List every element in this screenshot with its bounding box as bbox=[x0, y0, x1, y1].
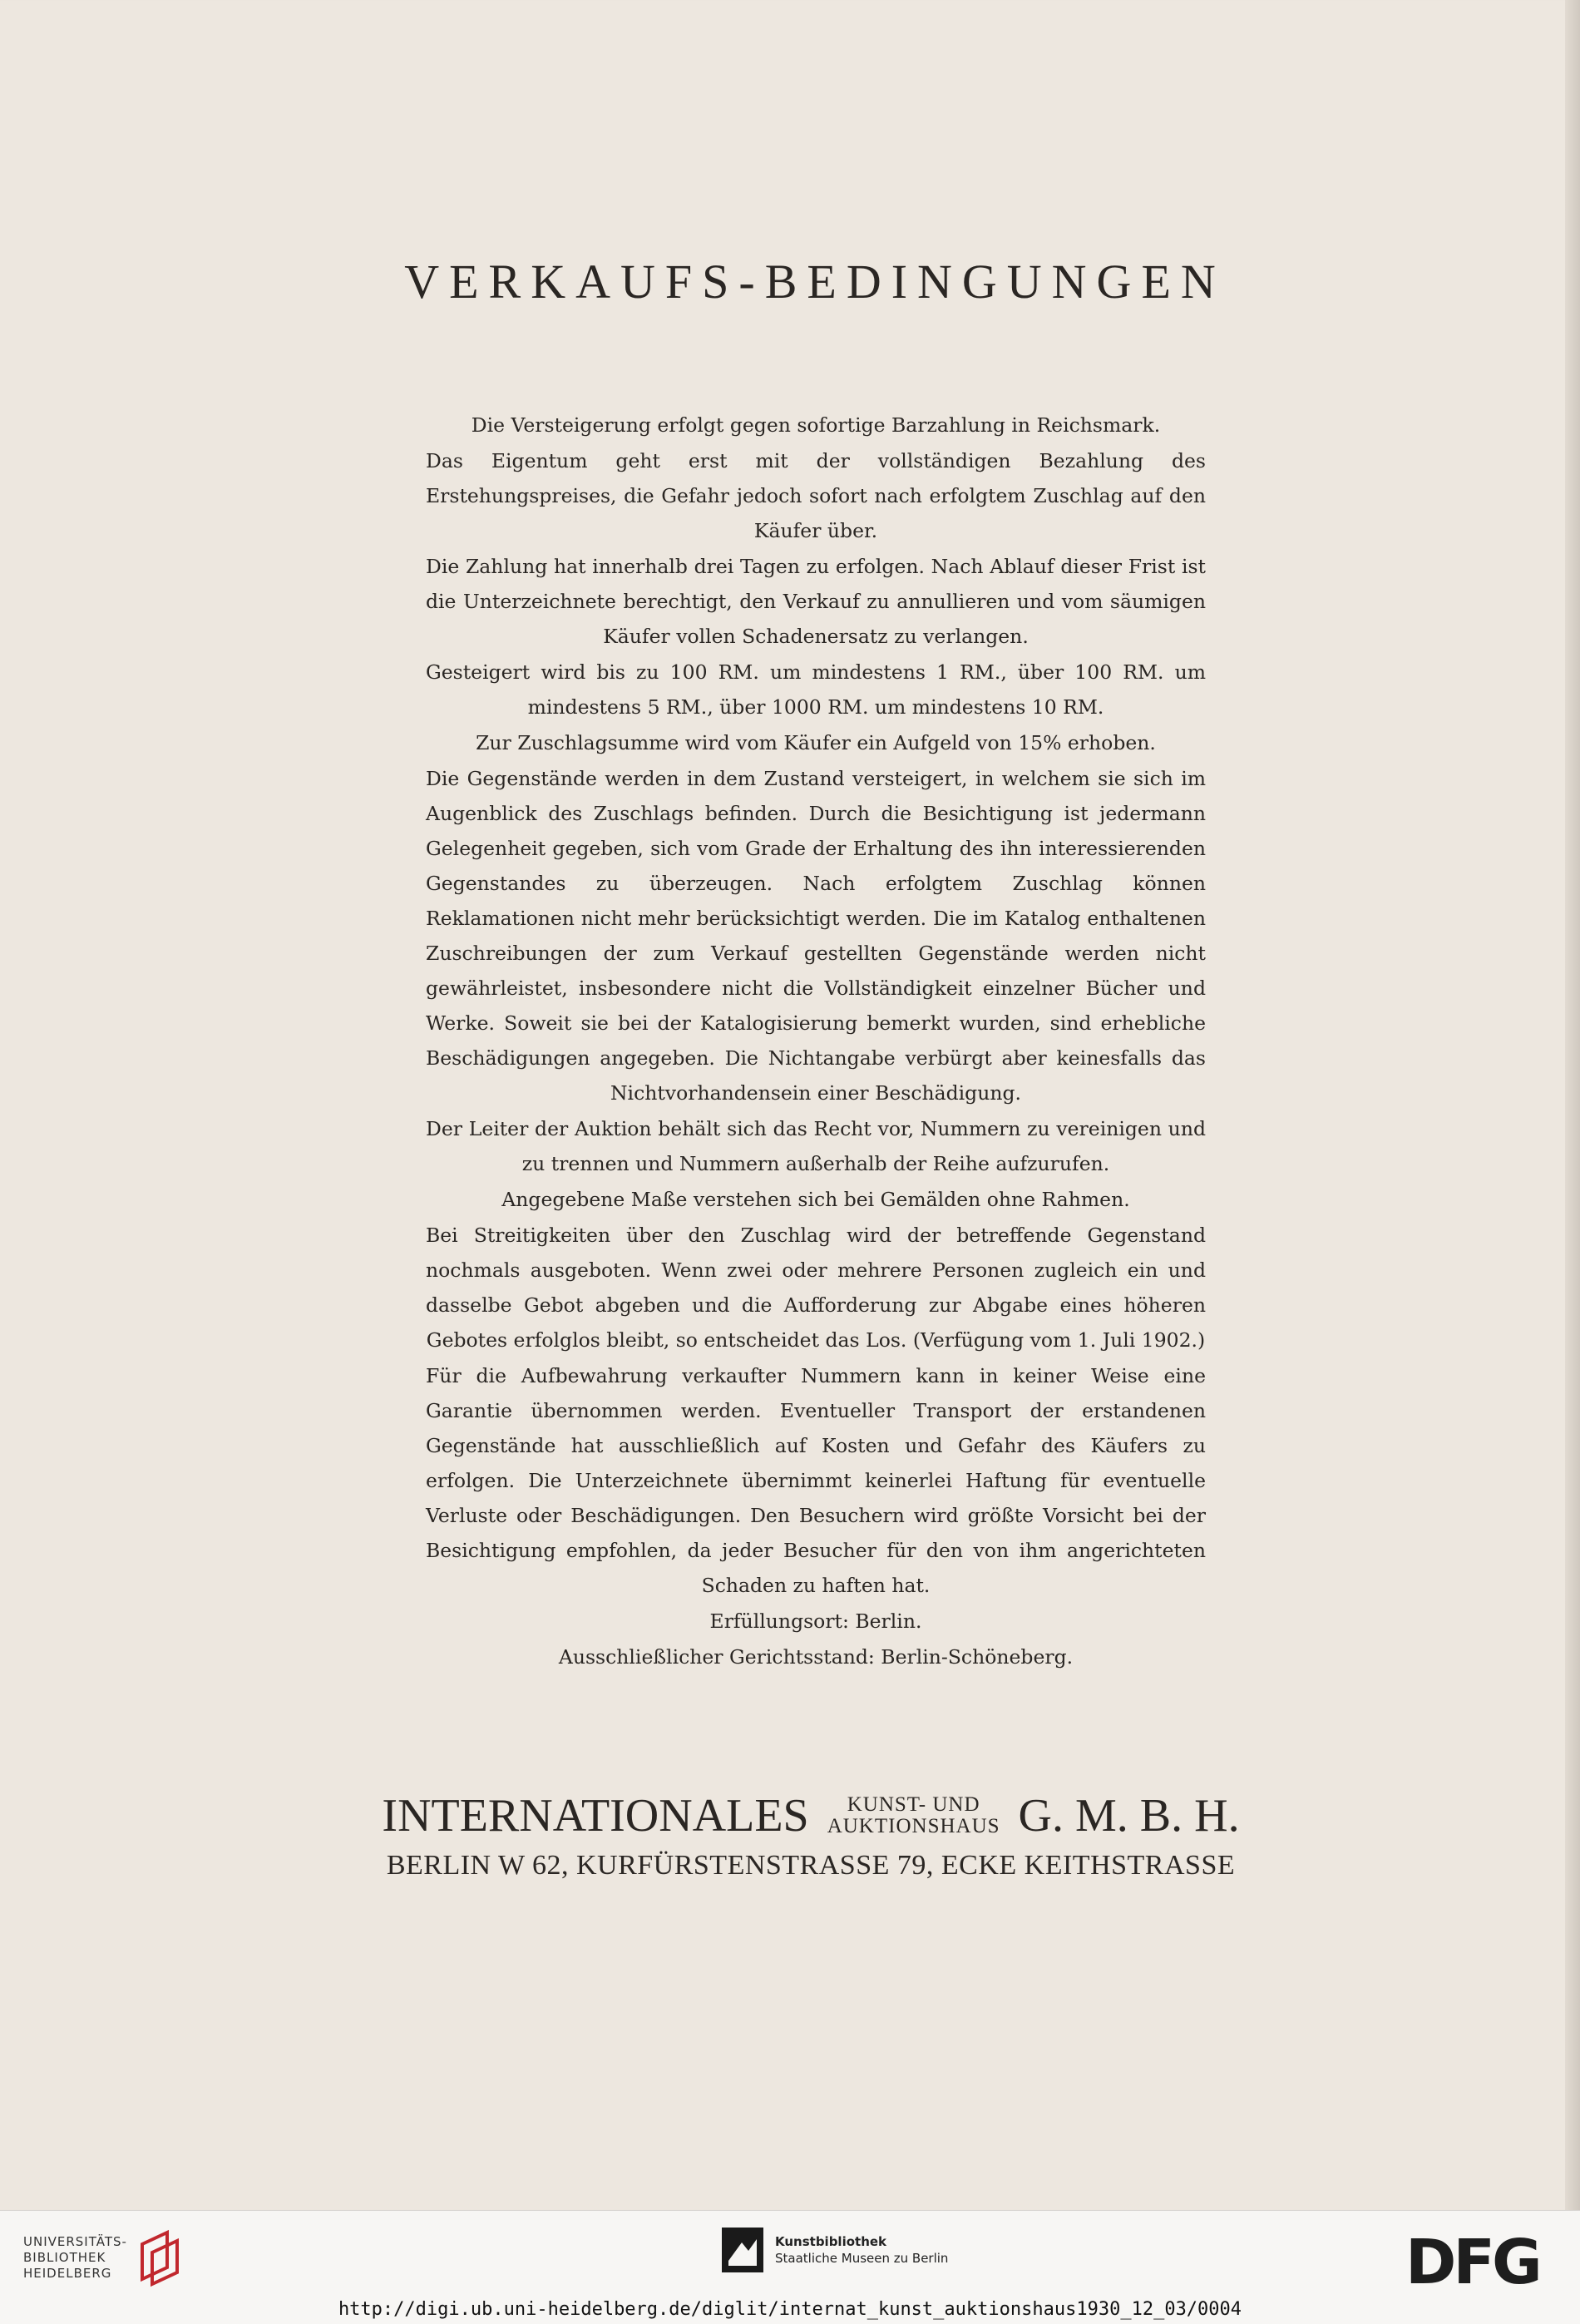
page-edge bbox=[1565, 0, 1580, 2210]
paragraph: Die Versteigerung erfolgt gegen sofortige Barzahlung in Reichsmark. bbox=[471, 413, 1161, 437]
uni-line-1: UNIVERSITÄTS- bbox=[23, 2233, 127, 2249]
paragraph: Ausschließlicher Gerichtsstand: Berlin-Schöneberg. bbox=[558, 1645, 1074, 1669]
paragraph: Bei Streitigkeiten über den Zuschlag wird der betreffende Gegenstand nochmals ausgeboten. Wenn zwei oder mehrere Personen zugleich ein und dasselbe Gebot abgeben und die Aufforderung zur Abgabe eines höheren Gebotes erfolglos bleibt, so entscheidet das Los. (Verfügung vom 1. Juli 1902.) bbox=[426, 1224, 1206, 1352]
kunstbibliothek-logo-icon bbox=[722, 2228, 763, 2272]
paragraph: Der Leiter der Auktion behält sich das Recht vor, Nummern zu vereinigen und zu trennen und Nummern außerhalb der Reihe aufzurufen. bbox=[426, 1117, 1206, 1175]
permalink-url[interactable]: http://digi.ub.uni-heidelberg.de/diglit/internat_kunst_auktionshaus1930_12_03/0004 bbox=[338, 2299, 1242, 2320]
company-name-stack bbox=[827, 1794, 1000, 1837]
uni-line-3: HEIDELBERG bbox=[23, 2265, 112, 2281]
company-name-right: G. M. B. H. bbox=[1018, 1790, 1240, 1842]
kunstbibliothek-logo[interactable] bbox=[722, 2228, 948, 2272]
company-name bbox=[0, 1788, 1580, 1843]
paragraph: Das Eigentum geht erst mit der vollständigen Bezahlung des Erstehungspreises, die Gefahr jedoch sofort nach erfolgtem Zuschlag auf den Käufer über. bbox=[426, 449, 1206, 542]
company-name-stack-bottom: AUKTIONSHAUS bbox=[827, 1815, 1000, 1837]
paragraph: Erfüllungsort: Berlin. bbox=[709, 1609, 922, 1633]
uni-heidelberg-logo-icon bbox=[136, 2228, 185, 2287]
paragraph: Die Gegenstände werden in dem Zustand versteigert, in welchem sie sich im Augenblick des Zuschlags befinden. Durch die Besichtigung ist jedermann Gelegenheit gegeben, sich vom Grade der Erhaltung des ihn interessierenden Gegenstandes zu überzeugen. Nach erfolgtem Zuschlag können Reklamationen nicht mehr berücksichtigt werden. Die im Katalog enthaltenen Zuschreibungen der zum Verkauf gestellten Gegenstände werden nicht gewährleistet, insbesondere nicht die Vollständigkeit einzelner Bücher und Werke. Soweit sie bei der Katalogisierung bemerkt wurden, sind erhebliche Beschädigungen angegeben. Die Nichtangabe verbürgt aber keinesfalls das Nichtvorhandensein einer Beschädigung. bbox=[426, 767, 1206, 1105]
document-title: VERKAUFS-BEDINGUNGEN bbox=[404, 255, 1226, 309]
paragraph: Für die Aufbewahrung verkaufter Nummern kann in keiner Weise eine Garantie übernommen werden. Eventueller Transport der erstandenen Gegenstände hat ausschließlich auf Kosten und Gefahr des Käufers zu erfolgen. Die Unterzeichnete übernimmt keinerlei Haftung für eventuelle Verluste oder Beschädigungen. Den Besuchern wird größte Vorsicht bei der Besichtigung empfohlen, da jeder Besucher für den von ihm angerichteten Schaden zu haften hat. bbox=[426, 1364, 1206, 1597]
uni-heidelberg-wordmark bbox=[23, 2234, 127, 2282]
paragraph: Zur Zuschlagsumme wird vom Käufer ein Aufgeld von 15% erhoben. bbox=[476, 731, 1156, 754]
company-imprint bbox=[0, 1788, 1580, 1881]
paragraph: Die Zahlung hat innerhalb drei Tagen zu erfolgen. Nach Ablauf dieser Frist ist die Unterzeichnete berechtigt, den Verkauf zu annullieren und vom säumigen Käufer vollen Schadenersatz zu verlangen. bbox=[426, 555, 1206, 648]
conditions-text bbox=[426, 408, 1206, 1675]
paragraph: Gesteigert wird bis zu 100 RM. um mindestens 1 RM., über 100 RM. um mindestens 5 RM., über 1000 RM. um mindestens 10 RM. bbox=[426, 660, 1206, 719]
kunstbibliothek-wordmark bbox=[775, 2233, 948, 2267]
company-address: BERLIN W 62, KURFÜRSTENSTRASSE 79, ECKE KEITHSTRASSE bbox=[386, 1850, 1236, 1881]
footer-bar bbox=[0, 2210, 1580, 2324]
kb-line-2: Staatliche Museen zu Berlin bbox=[775, 2251, 949, 2266]
paragraph: Angegebene Maße verstehen sich bei Gemälden ohne Rahmen. bbox=[501, 1188, 1130, 1211]
dfg-logo[interactable]: DFG bbox=[1405, 2227, 1539, 2298]
kb-line-1: Kunstbibliothek bbox=[775, 2234, 887, 2249]
company-name-stack-top: KUNST- UND bbox=[847, 1793, 980, 1816]
uni-line-2: BIBLIOTHEK bbox=[23, 2249, 106, 2265]
uni-heidelberg-logo[interactable] bbox=[23, 2228, 185, 2287]
company-name-left: INTERNATIONALES bbox=[382, 1790, 809, 1842]
